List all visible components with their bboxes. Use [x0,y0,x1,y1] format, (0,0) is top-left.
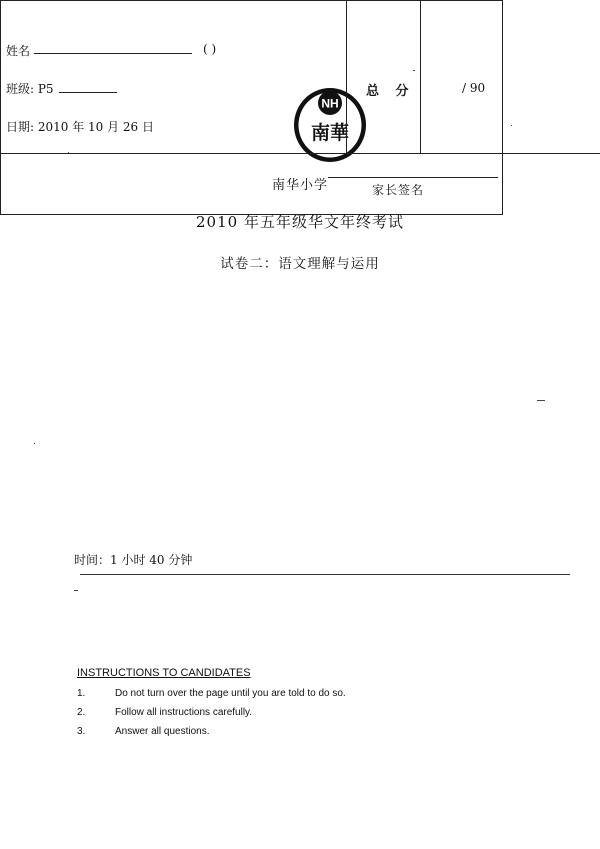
name-label: 姓名 [6,44,31,58]
scan-speck [537,400,545,401]
divider [80,574,570,575]
name-field[interactable] [34,53,192,54]
class-label: 班级: P5 [6,82,54,96]
logo-monogram: NH [321,96,339,111]
scan-speck [511,125,512,126]
scan-speck [68,152,69,153]
instruction-text: Do not turn over the page until you are told to do so. [115,688,346,699]
class-field[interactable] [59,92,117,93]
instructions-heading: INSTRUCTIONS TO CANDIDATES [77,667,251,679]
exam-title: 2010 年五年级华文年终考试 [196,213,404,231]
scan-speck [413,70,415,71]
instruction-text: Follow all instructions carefully. [115,707,253,718]
table-divider [0,153,600,154]
scan-speck [34,443,35,444]
paper-title: 试卷二：语文理解与运用 [220,256,380,272]
school-name: 南华小学 [271,178,328,193]
instruction-number: 1. [77,688,86,699]
date-label: 日期: 2010 年 10 月 26 日 [6,120,155,134]
table-divider [420,0,421,153]
scan-speck [74,590,78,591]
table-divider [346,0,347,153]
total-score-max: / 90 [462,81,486,95]
instruction-number: 2. [77,707,86,718]
logo-text: 南華 [310,122,350,144]
instruction-text: Answer all questions. [115,726,210,737]
school-logo [290,84,370,164]
parent-signature-label: 家长签名 [372,183,425,197]
instruction-number: 3. [77,726,86,737]
parent-signature-field[interactable] [328,177,498,178]
total-score-label: 总 分 [366,84,415,99]
time-label: 时间：1 小时 40 分钟 [74,553,193,567]
index-number-field[interactable]: ( ) [203,42,217,56]
